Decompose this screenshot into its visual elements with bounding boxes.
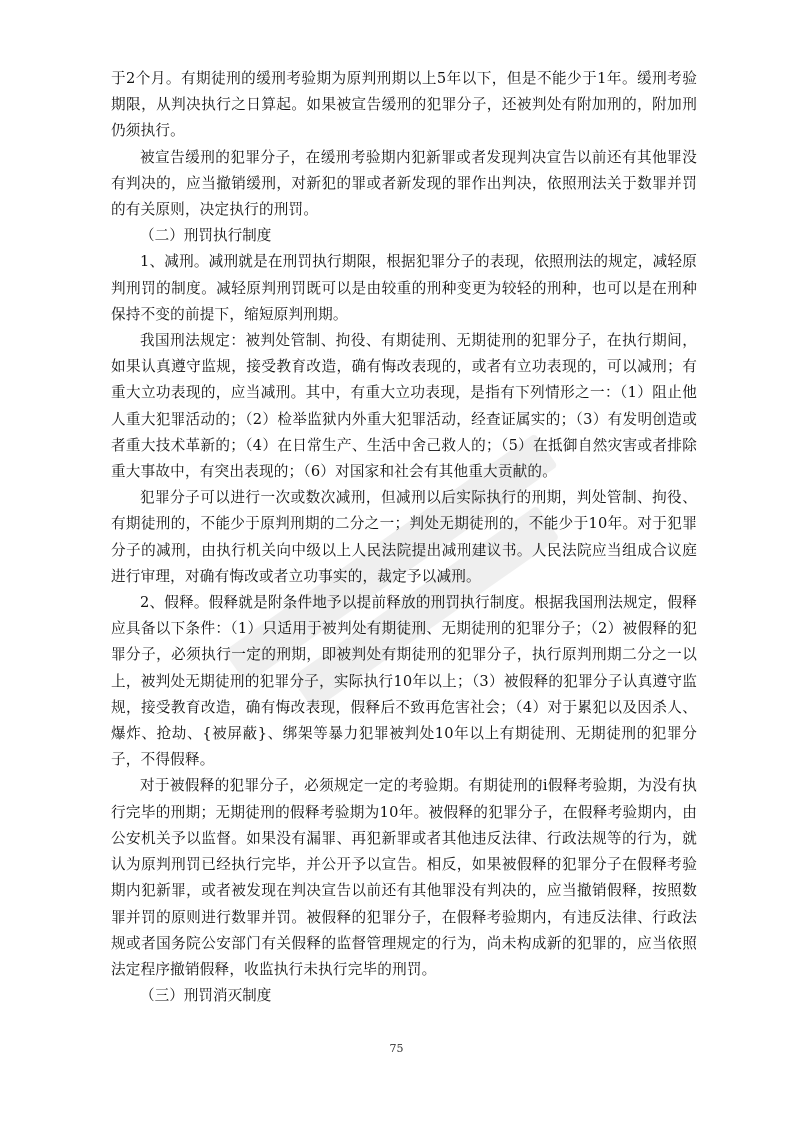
paragraph-continuation: 于2个月。有期徒刑的缓刑考验期为原判刑期以上5年以下，但是不能少于1年。缓刑考验期限，从判决执行之日算起。如果被宣告缓刑的犯罪分子，还被判处有附加刑的，附加刑仍须执行。 bbox=[111, 70, 697, 140]
paragraph-commutation-conditions: 我国刑法规定：被判处管制、拘役、有期徒刑、无期徒刑的犯罪分子，在执行期间，如果认真遵守监规，接受教育改造，确有悔改表现的，或者有立功表现的，可以减刑；有重大立功表现的，应当减刑。其中，有重大立功表现，是指有下列情形之一：（1）阻止他人重大犯罪活动的；（2）检举监狱内外重大犯罪活动，经查证属实的；（3）有发明创造或者重大技术革新的；（4）在日常生产、生活中舍己救人的；（5）在抵御自然灾害或者排除重大事故中，有突出表现的；（6）对国家和社会有其他重大贡献的。 bbox=[111, 332, 697, 481]
page-number: 75 bbox=[389, 1042, 404, 1055]
page-body bbox=[111, 66, 697, 1009]
section-heading-penalty-execution: （二）刑罚执行制度 bbox=[140, 227, 272, 245]
paragraph-probation-revocation: 被宣告缓刑的犯罪分子，在缓刑考验期内犯新罪或者发现判决宣告以前还有其他罪没有判决的，应当撤销缓刑，对新犯的罪或者新发现的罪作出判决，依照刑法关于数罪并罚的有关原则，决定执行的刑罚。 bbox=[111, 148, 697, 219]
paragraph-parole-definition: 2、假释。假释就是附条件地予以提前释放的刑罚执行制度。根据我国刑法规定，假释应具备以下条件：（1）只适用于被判处有期徒刑、无期徒刑的犯罪分子；（2）被假释的犯罪分子，必须执行一定的刑期，即被判处有期徒刑的犯罪分子，执行原判刑期二分之一以上，被判处无期徒刑的犯罪分子，实际执行10年以上；（3）被假释的犯罪分子认真遵守监规，接受教育改造，确有悔改表现，假释后不致再危害社会；（4）对于累犯以及因杀人、爆炸、抢劫、{被屏蔽}、绑架等暴力犯罪被判处10年以上有期徒刑、无期徒刑的犯罪分子，不得假释。 bbox=[111, 594, 697, 769]
paragraph-parole-probation: 对于被假释的犯罪分子，必须规定一定的考验期。有期徒刑的i假释考验期，为没有执行完毕的刑期；无期徒刑的假释考验期为10年。被假释的犯罪分子，在假释考验期内，由公安机关予以监督。如果没有漏罪、再犯新罪或者其他违反法律、行政法规等的行为，就认为原判刑罚已经执行完毕，并公开予以宣告。相反，如果被假释的犯罪分子在假释考验期内犯新罪，或者被发现在判决宣告以前还有其他罪没有判决的，应当撤销假释，按照数罪并罚的原则进行数罪并罚。被假释的犯罪分子，在假释考验期内，有违反法律、行政法规或者国务院公安部门有关假释的监督管理规定的行为，尚未构成新的犯罪的，应当依照法定程序撤销假释，收监执行未执行完毕的刑罚。 bbox=[111, 777, 697, 978]
paragraph-commutation-limits: 犯罪分子可以进行一次或数次减刑，但减刑以后实际执行的刑期，判处管制、拘役、有期徒刑的，不能少于原判刑期的二分之一；判处无期徒刑的，不能少于10年。对于犯罪分子的减刑，由执行机关向中级以上人民法院提出减刑建议书。人民法院应当组成合议庭进行审理，对确有悔改或者立功事实的，裁定予以减刑。 bbox=[111, 489, 697, 585]
section-heading-penalty-elimination: （三）刑罚消灭制度 bbox=[140, 987, 272, 1005]
paragraph-commutation-definition: 1、减刑。减刑就是在刑罚执行期限，根据犯罪分子的表现，依照刑法的规定，减轻原判刑罚的制度。减轻原判刑罚既可以是由较重的刑种变更为较轻的刑种，也可以是在刑种保持不变的前提下，缩短原判刑期。 bbox=[111, 253, 697, 323]
